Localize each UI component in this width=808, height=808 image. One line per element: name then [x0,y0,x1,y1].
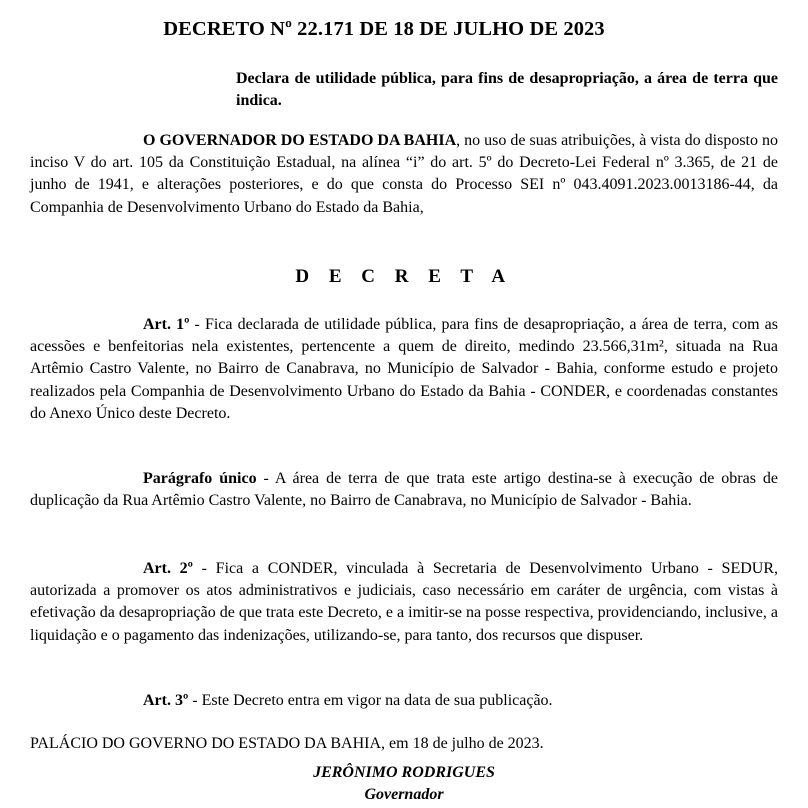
article-3 [30,690,778,712]
paragrafo-unico-text: - A área de terra de que trata este artigo destina-se à execução de obras de duplicação da Rua Artêmio Castro Valente, no Bairro de Canabrava, no Município de Salvador - Bahia. [30,470,779,510]
article-1-label: Art. 1º [143,316,190,333]
preamble-lead: O GOVERNADOR DO ESTADO DA BAHIA [143,132,457,149]
decreta-heading: D E C R E T A [295,266,513,287]
preamble-text: , no uso de suas atribuições, à vista do disposto no inciso V do art. 105 da Constituição Estadual, na alínea “i” do art. 5º do Decreto-Lei Federal nº 3.365, de 21 de junho de 1941, e alterações posteriores, e do que consta do Processo SEI nº 043.4091.2023.0013186-44, da Companhia de Desenvolvimento Urbano do Estado da Bahia, [30,132,778,216]
closing-line: PALÁCIO DO GOVERNO DO ESTADO DA BAHIA, em 18 de julho de 2023. [30,735,544,752]
article-2-label: Art. 2º [143,560,193,577]
signatory-name: JERÔNIMO RODRIGUES [313,764,495,781]
decree-title: DECRETO Nº 22.171 DE 18 DE JULHO DE 2023 [163,18,605,40]
article-2-text: - Fica a CONDER, vinculada à Secretaria de Desenvolvimento Urbano - SEDUR, autorizada a promover os atos administrativos e judiciais, caso necessário em caráter de urgência, com vistas à efetivação da desapropriação de que trata este Decreto, e a imitir-se na posse respectiva, providenciando, inclusive, a liquidação e o pagamento das indenizações, utilizando-se, para tanto, dos recursos que dispuser. [30,560,779,644]
article-2 [30,558,778,647]
preamble-paragraph [30,130,778,219]
article-3-text: - Este Decreto entra em vigor na data de sua publicação. [188,692,553,709]
article-3-label: Art. 3º [143,692,189,709]
decree-ementa: Declara de utilidade pública, para fins de desapropriação, a área de terra que indica. [236,70,778,109]
paragrafo-unico-label: Parágrafo único [143,470,257,487]
signatory-role: Governador [364,786,444,803]
paragrafo-unico [30,468,778,512]
article-1-text: - Fica declarada de utilidade pública, para fins de desapropriação, a área de terra, com as acessões e benfeitorias nela existentes, pertencente a quem de direito, medindo 23.566,31m², situada na Rua Artêmio Castro Valente, no Bairro de Canabrava, no Município de Salvador - Bahia, conforme estudo e projeto realizados pela Companhia de Desenvolvimento Urbano do Estado da Bahia - CONDER, e coordenadas constantes do Anexo Único deste Decreto. [30,316,779,422]
article-1 [30,314,778,425]
